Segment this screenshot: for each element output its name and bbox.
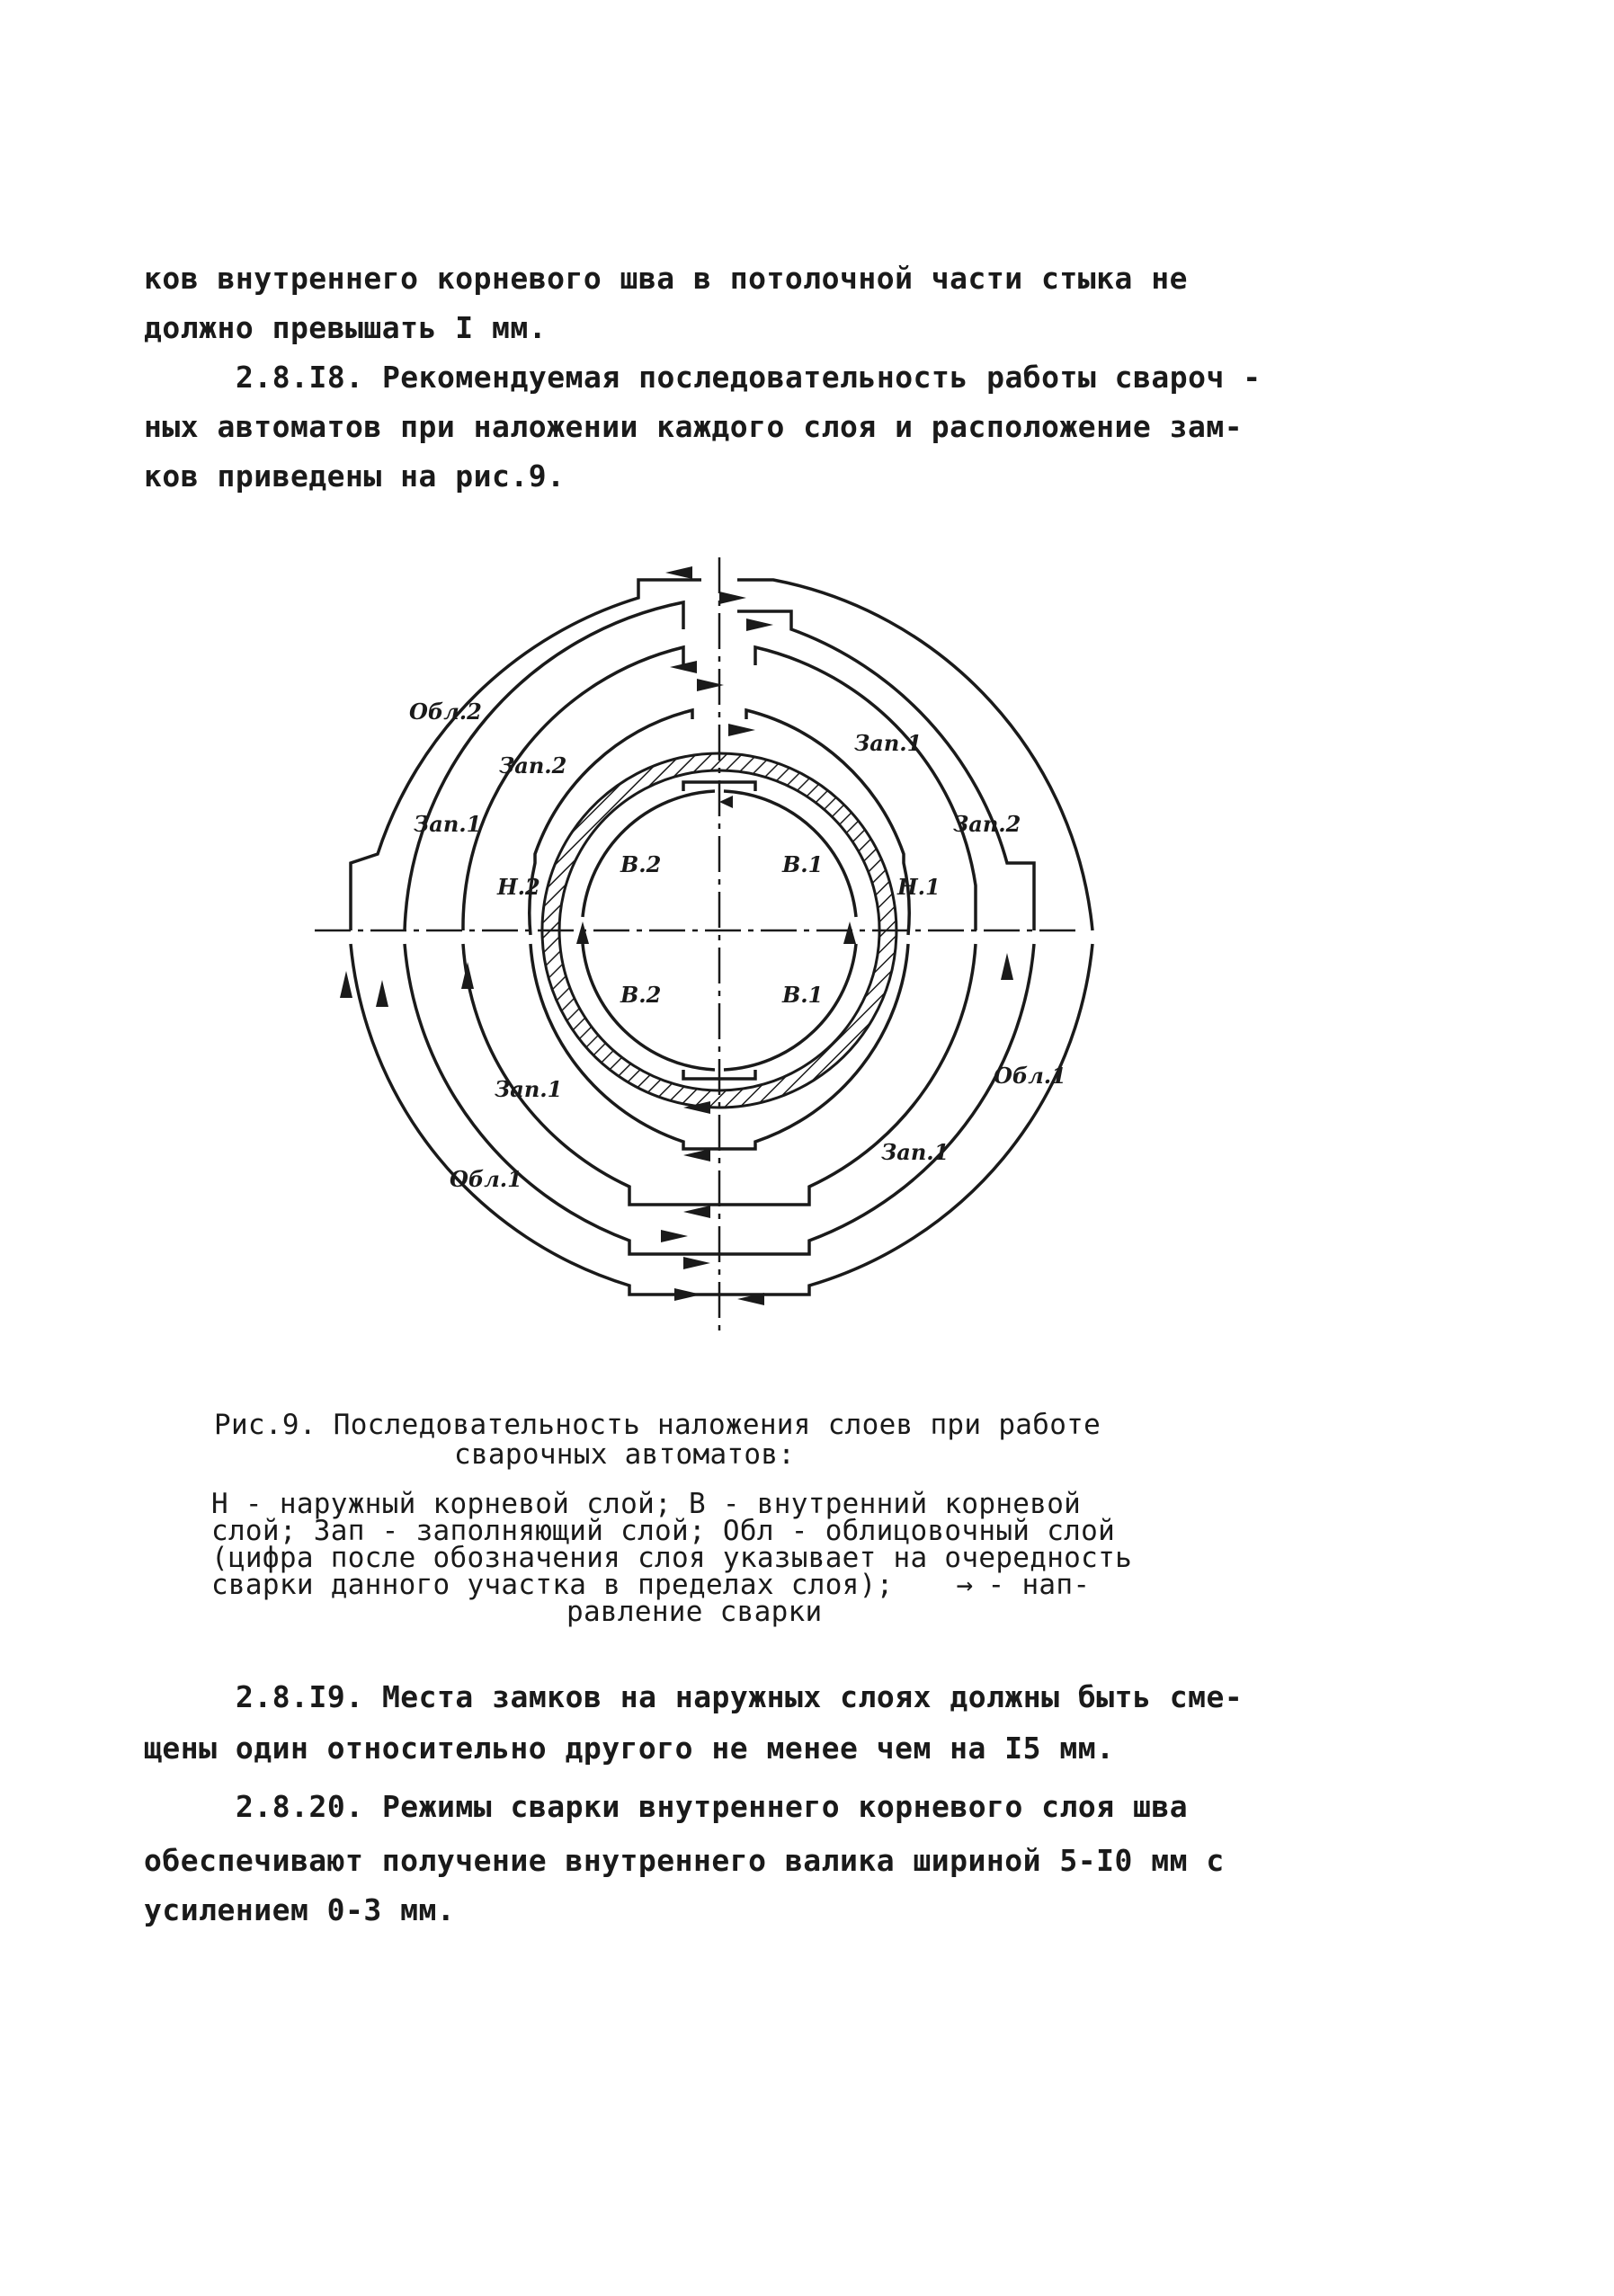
text-line: 2.8.20. Режимы сварки внутреннего корневого слоя шва <box>236 1789 1189 1824</box>
label-zap1: Зап.1 <box>881 1139 950 1165</box>
direction-arrow-icon: → <box>956 1569 974 1601</box>
fill-arc-zap1-right <box>755 647 976 930</box>
caption-text: слой; Зап - заполняющий слой; Обл - облицовочный слой <box>211 1515 1116 1547</box>
label-v2: В.2 <box>620 851 662 877</box>
label-v1: В.1 <box>782 982 824 1008</box>
caption-title: Рис.9. Последовательность наложения слоев при работе <box>214 1409 1101 1441</box>
label-zap1: Зап.1 <box>854 730 923 756</box>
welding-sequence-diagram <box>288 539 1115 1348</box>
fill-arc-zap2-left <box>463 647 683 930</box>
text-line: усилением 0-3 мм. <box>144 1892 456 1927</box>
caption-text-main: сварки данного участка в пределах слоя); <box>211 1569 894 1601</box>
caption-text-tail: - нап- <box>987 1569 1091 1601</box>
label-zap1: Зап.1 <box>495 1076 563 1102</box>
caption-text: Н - наружный корневой слой; В - внутренний корневой <box>211 1488 1082 1520</box>
label-obl1: Обл.1 <box>994 1063 1066 1089</box>
caption-title: сварочных автоматов: <box>454 1438 796 1471</box>
label-obl1: Обл.1 <box>450 1166 522 1192</box>
text-line: 2.8.I9. Места замков на наружных слоях должны быть сме- <box>236 1679 1244 1714</box>
text-line: 2.8.I8. Рекомендуемая последовательность работы свароч - <box>236 360 1262 395</box>
text-line: ков приведены на рис.9. <box>144 458 566 494</box>
label-v2: В.2 <box>620 982 662 1008</box>
text-line: обеспечивают получение внутреннего валика шириной 5-I0 мм с <box>144 1843 1225 1878</box>
caption-text: равление сварки <box>566 1596 823 1628</box>
label-v1: В.1 <box>782 851 824 877</box>
text-line: должно превышать I мм. <box>144 310 548 345</box>
caption-text: (цифра после обозначения слоя указывает на очередность <box>211 1542 1133 1574</box>
label-obl2: Обл.2 <box>409 699 482 725</box>
text-line: ных автоматов при наложении каждого слоя и расположение зам- <box>144 409 1244 444</box>
label-zap2: Зап.2 <box>953 811 1021 837</box>
text-line: ков внутреннего корневого шва в потолочной части стыка не <box>144 261 1188 296</box>
text-line: щены один относительно другого не менее чем на I5 мм. <box>144 1731 1115 1766</box>
caption-text <box>211 1569 1091 1601</box>
label-zap2: Зап.2 <box>499 752 567 779</box>
label-n1: Н.1 <box>897 874 941 900</box>
label-zap1: Зап.1 <box>414 811 482 837</box>
label-n2: Н.2 <box>497 874 540 900</box>
